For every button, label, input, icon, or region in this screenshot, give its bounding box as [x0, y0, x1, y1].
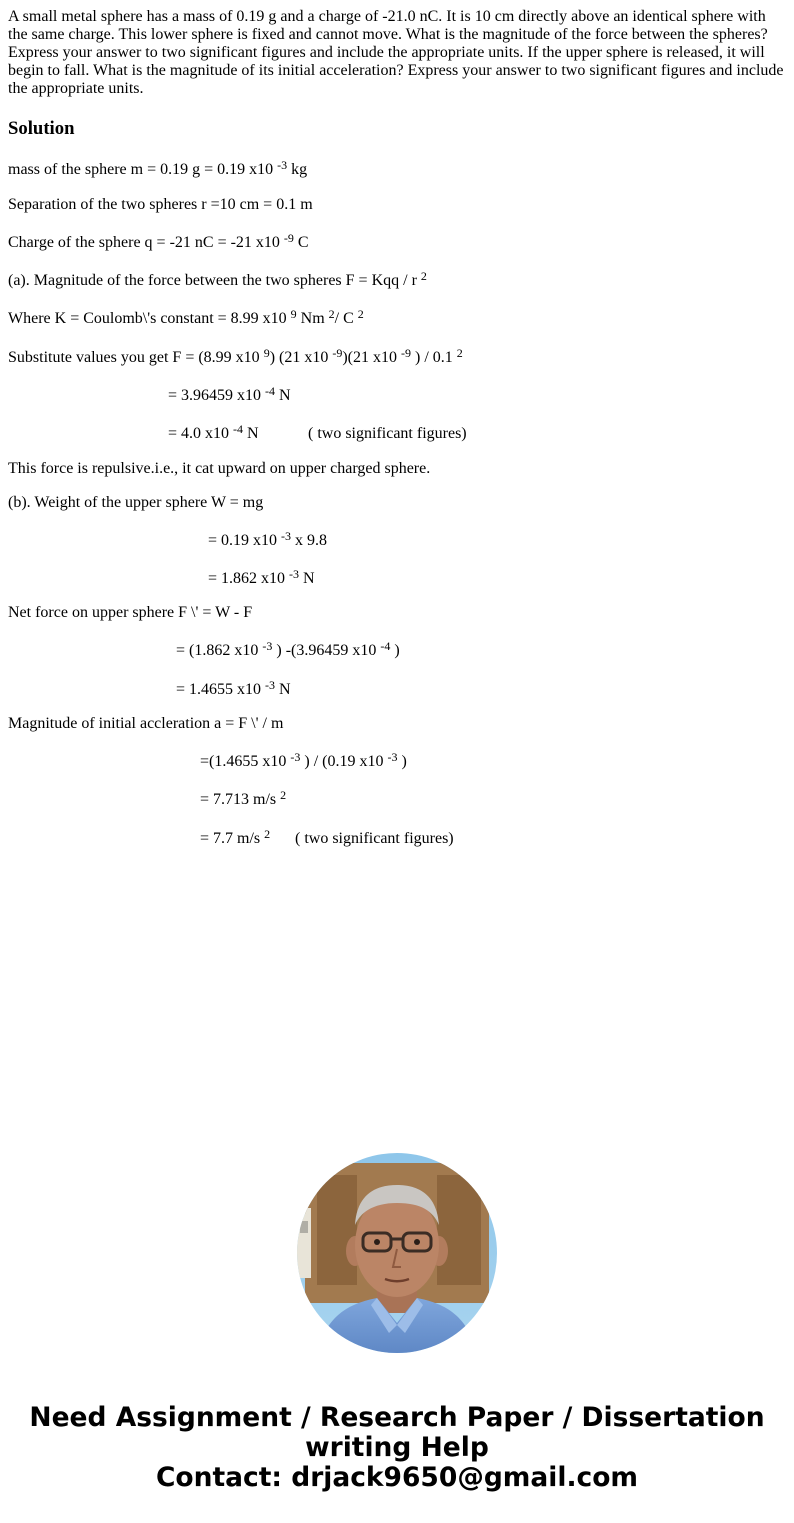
force-rounded-line: = 4.0 x10 $^{-4}$ N: [168, 422, 259, 442]
weight-substitute-line: = 0.19 x10 $^{-3}$ x 9.8: [208, 529, 328, 549]
author-portrait-illustration: [297, 1153, 497, 1353]
mass-line: mass of the sphere m = 0.19 g = 0.19 x10 $^{-3}$ kg: [8, 158, 308, 178]
part-b-line: (b). Weight of the upper sphere W = mg: [8, 494, 264, 511]
contact-banner: [0, 1403, 794, 1493]
force-rounded-note: ( two significant figures): [308, 425, 467, 442]
solution-heading: Solution: [8, 118, 75, 139]
force-value-line: = 3.96459 x10 $^{-4}$ N: [168, 384, 291, 404]
repulsive-line: This force is repulsive.i.e., it cat upward on upper charged sphere.: [8, 460, 431, 477]
net-force-value-line: = 1.4655 x10 $^{-3}$ N: [176, 678, 291, 698]
weight-value-line: = 1.862 x10 $^{-3}$ N: [208, 567, 315, 587]
question-text: A small metal sphere has a mass of 0.19 g and a charge of -21.0 nC. It is 10 cm directly above an identical sphere with the same charge. This lower sphere is fixed and cannot move. What is the magnitude of the force between the spheres? Express your answer to two significant figures and include the appropriate units. If the upper sphere is released, it will begin to fall. What is the magnitude of its initial acceleration? Express your answer to two significant figures and include the appropriate units.: [8, 8, 784, 97]
part-a-line: (a). Magnitude of the force between the two spheres F = Kqq / r $^2$: [8, 269, 427, 289]
banner-contact-email: Contact: drjack9650@gmail.com: [155, 1462, 639, 1493]
acceleration-value-line: = 7.713 m/s $^2$: [200, 788, 287, 808]
author-photo: [297, 1153, 497, 1353]
banner-line-2: writing Help: [305, 1432, 489, 1463]
net-force-line: Net force on upper sphere F \' = W - F: [8, 604, 253, 621]
acceleration-line: Magnitude of initial accleration a = F \' / m: [8, 715, 284, 732]
acceleration-substitute-line: =(1.4655 x10 $^{-3}$ ) / (0.19 x10 $^{-3}$ ): [200, 750, 407, 770]
substitute-line: Substitute values you get F = (8.99 x10 $^9$) (21 x10 $^{-9}$)(21 x10 $^{-9}$ ) / 0.1 $^2$: [8, 346, 463, 366]
acceleration-rounded-note: ( two significant figures): [295, 830, 454, 847]
charge-line: Charge of the sphere q = -21 nC = -21 x10 $^{-9}$ C: [8, 231, 309, 251]
document: [8, 8, 786, 847]
separation-line: Separation of the two spheres r =10 cm = 0.1 m: [8, 196, 313, 213]
net-force-substitute-line: = (1.862 x10 $^{-3}$ ) -(3.96459 x10 $^{-4}$ ): [176, 639, 400, 659]
where-k-line: Where K = Coulomb\'s constant = 8.99 x10 $^9$ Nm $^2$/ C $^2$: [8, 307, 364, 327]
acceleration-rounded-line: = 7.7 m/s $^2$: [200, 827, 271, 847]
banner-line-1: Need Assignment / Research Paper / Dissertation: [29, 1402, 765, 1433]
